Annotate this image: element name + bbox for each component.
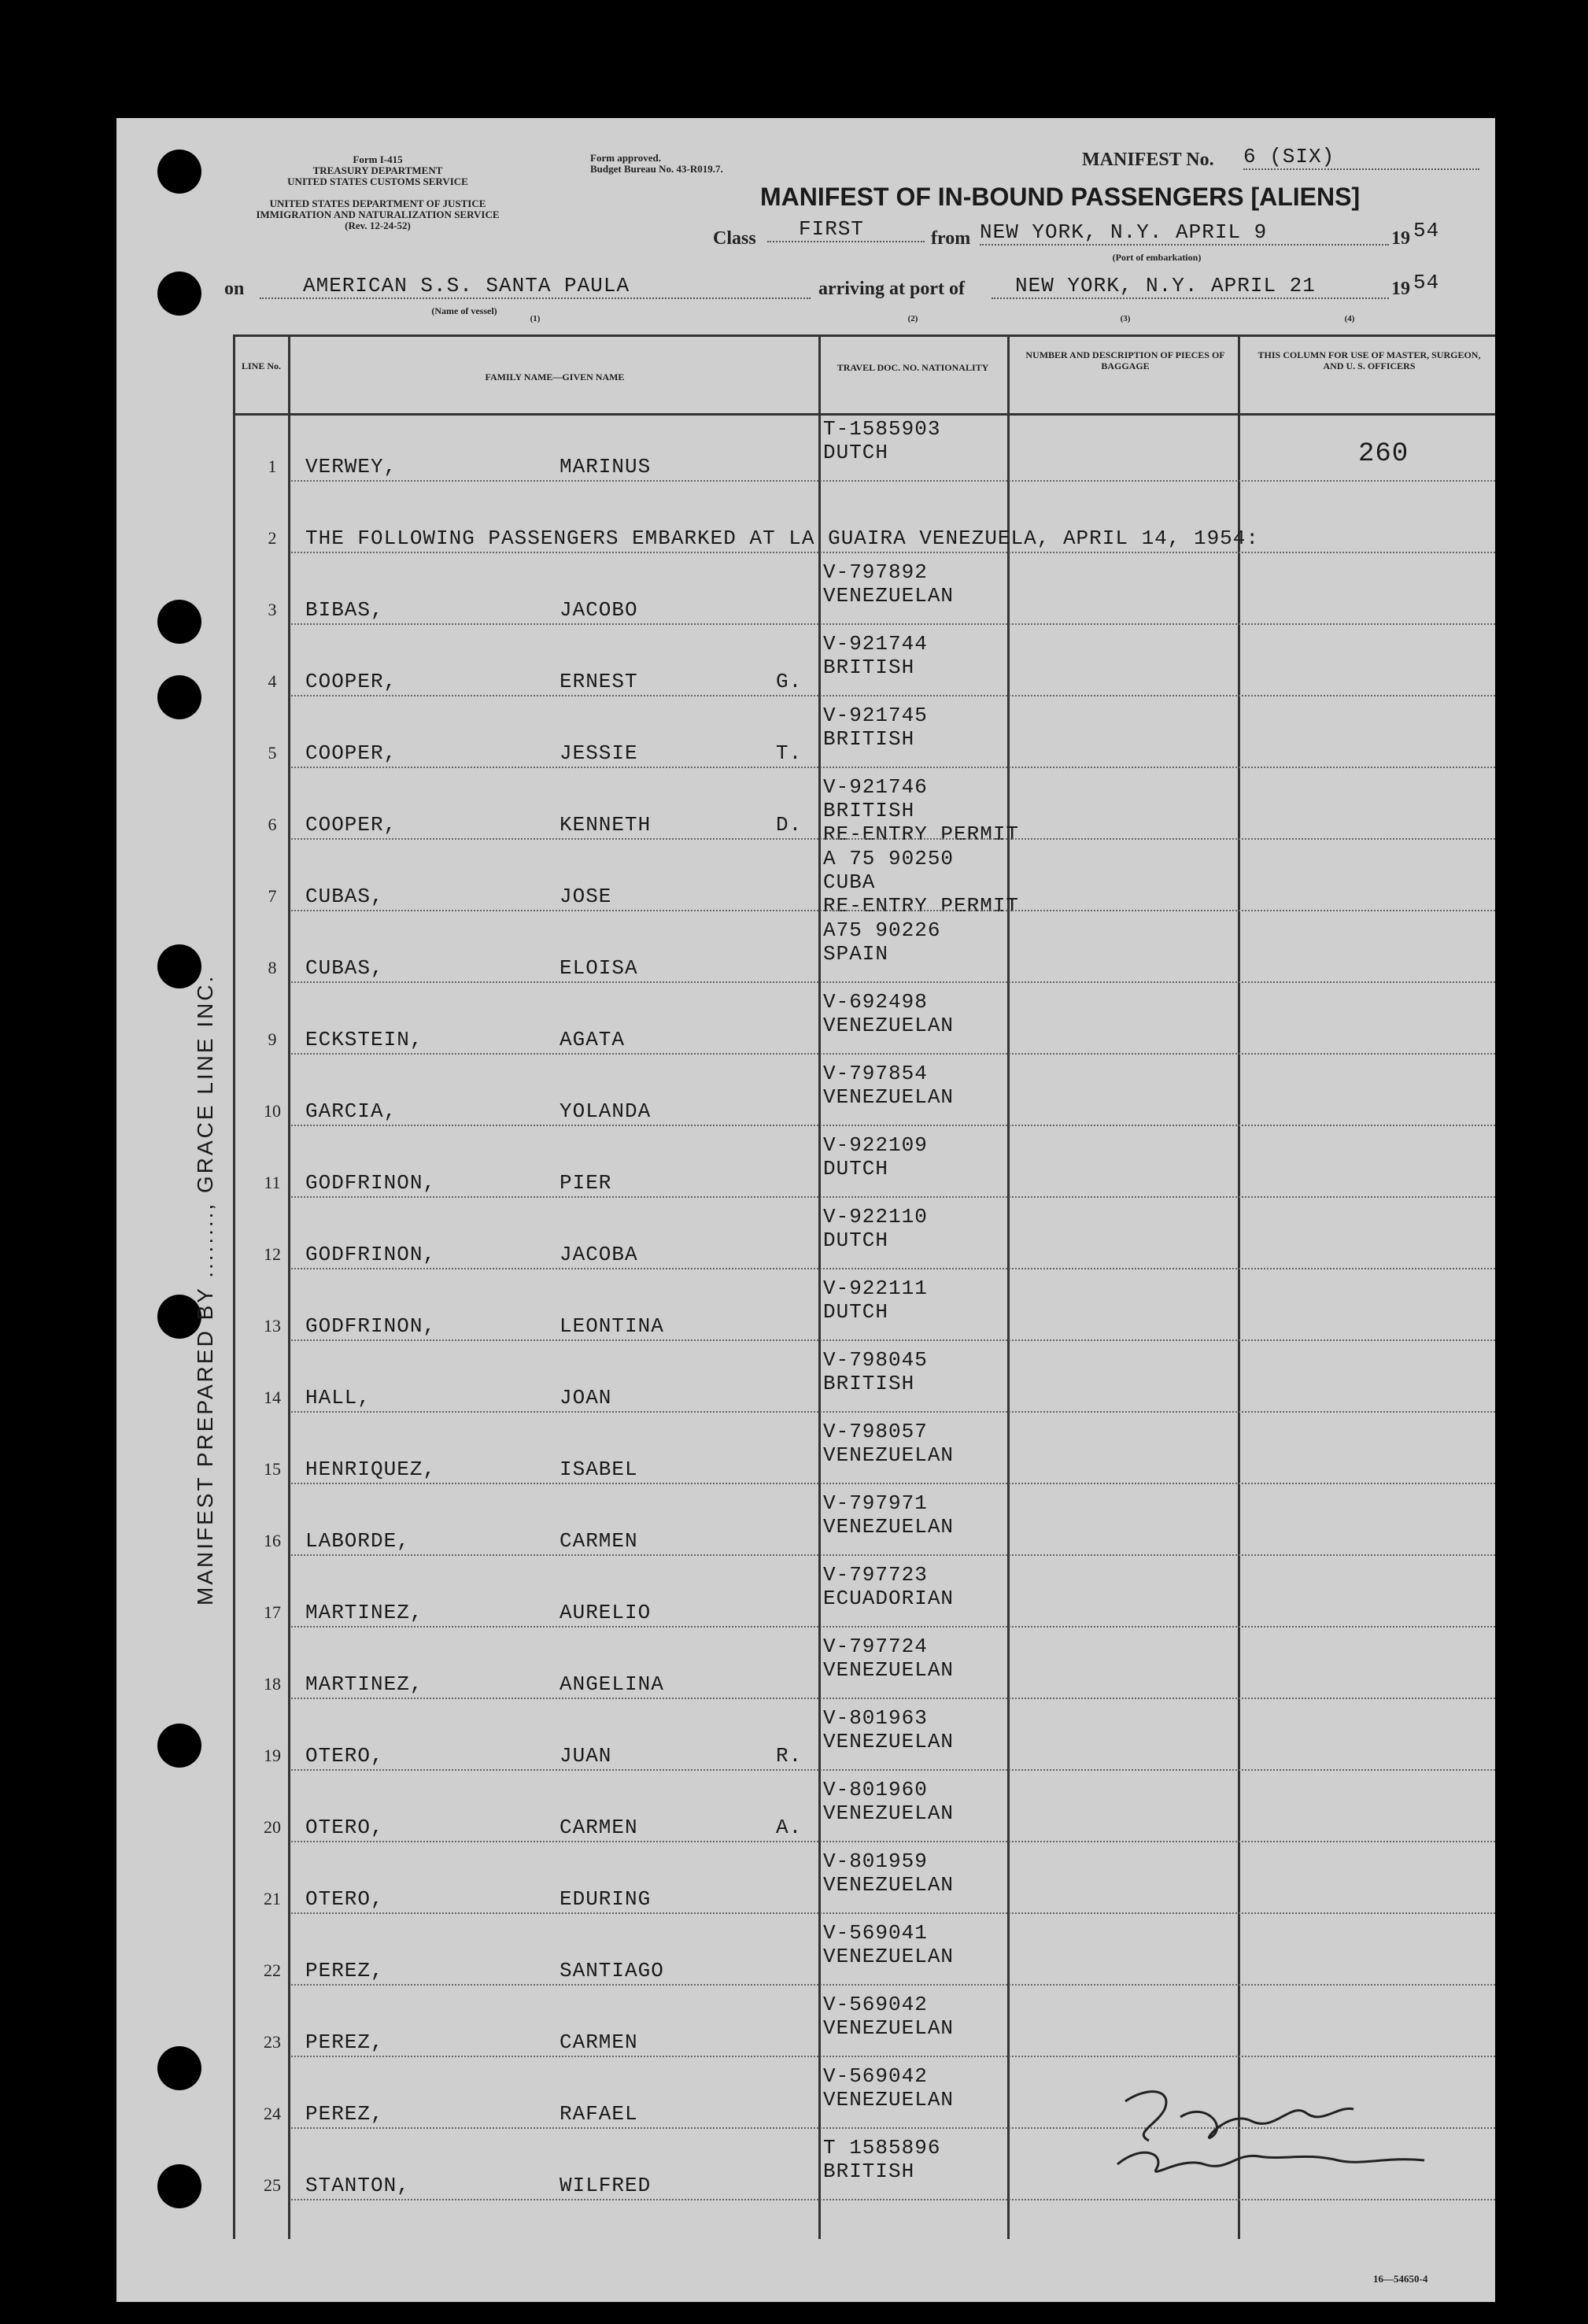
nationality: DUTCH — [823, 1229, 889, 1252]
given-name: WILFRED — [559, 2174, 652, 2197]
family-name: COOPER, — [305, 813, 397, 837]
table-row — [233, 774, 1495, 845]
table-row — [233, 917, 1495, 988]
row-rule — [291, 767, 1495, 768]
year-suffix-2: 54 — [1413, 271, 1440, 294]
table-row — [233, 1633, 1495, 1705]
on-label: on — [224, 279, 245, 299]
approval-block — [590, 153, 771, 175]
family-name: MARTINEZ, — [305, 1672, 423, 1696]
nationality: VENEZUELAN — [823, 584, 955, 608]
form-number: Form I-415 — [353, 153, 403, 165]
table-row — [233, 988, 1495, 1060]
nationality: DUTCH — [823, 441, 889, 464]
col-1-label: (1) — [530, 314, 541, 323]
nationality: VENEZUELAN — [823, 2016, 955, 2040]
nationality: VENEZUELAN — [823, 1014, 955, 1037]
officer-signature — [1102, 2078, 1448, 2188]
nationality: CUBA — [823, 870, 876, 894]
nationality: VENEZUELAN — [823, 1443, 955, 1467]
from-value: NEW YORK, N.Y. APRIL 9 — [980, 220, 1389, 246]
travel-doc — [823, 1062, 954, 1109]
doc-number: V-569042 — [823, 1993, 928, 2016]
nationality: VENEZUELAN — [823, 1515, 955, 1539]
line-number: 21 — [264, 1889, 281, 1908]
line-number: 5 — [268, 743, 277, 763]
line-number: 20 — [264, 1817, 281, 1837]
travel-doc — [823, 1993, 954, 2040]
vessel-label: (Name of vessel) — [431, 305, 497, 316]
row-rule — [291, 981, 1495, 983]
given-name: RAFAEL — [559, 2102, 638, 2126]
nationality: DUTCH — [823, 1300, 889, 1324]
table-row — [233, 1848, 1495, 1919]
table-row — [233, 1203, 1495, 1275]
year-suffix-1: 54 — [1413, 219, 1440, 242]
line-number: 12 — [264, 1244, 281, 1264]
class-value: FIRST — [767, 217, 925, 242]
given-name: JESSIE — [559, 741, 638, 765]
line-number: 1 — [268, 456, 277, 476]
punch-hole — [157, 272, 201, 316]
prepared-by-text: MANIFEST PREPARED BY ........, GRACE LINE INC. — [193, 974, 217, 1605]
line-number: 17 — [264, 1602, 281, 1622]
line-number: 2 — [268, 528, 277, 548]
punch-hole — [157, 1724, 201, 1768]
line-number: 11 — [264, 1173, 281, 1192]
line-number: 25 — [264, 2175, 281, 2195]
given-name: PIER — [559, 1171, 612, 1195]
doc-number: A75 90226 — [823, 918, 941, 942]
row-rule — [291, 1554, 1495, 1556]
table-row — [233, 845, 1495, 917]
row-rule — [291, 1053, 1495, 1055]
family-name: MARTINEZ, — [305, 1601, 423, 1624]
doc-number: T 1585896 — [823, 2136, 941, 2160]
doc-number: V-921744 — [823, 632, 928, 656]
middle-initial: R. — [776, 1744, 803, 1768]
line-number: 18 — [264, 1674, 281, 1694]
line-number: 14 — [264, 1387, 281, 1407]
travel-doc — [823, 847, 1019, 918]
travel-doc — [823, 2064, 954, 2112]
header-officers: THIS COLUMN FOR USE OF MASTER, SURGEON, AND U. S. OFFICERS — [1257, 349, 1481, 371]
header-doc: TRAVEL DOC. NO. NATIONALITY — [836, 362, 989, 373]
table-row — [233, 1776, 1495, 1848]
table-row — [233, 1991, 1495, 2063]
family-name: CUBAS, — [305, 956, 384, 980]
doc-number: V-797724 — [823, 1635, 928, 1658]
given-name: AURELIO — [559, 1601, 652, 1624]
travel-doc — [823, 1420, 954, 1467]
family-name: GODFRINON, — [305, 1243, 437, 1266]
nationality: BRITISH — [823, 1372, 915, 1395]
table-row — [233, 1561, 1495, 1633]
manifest-label: MANIFEST No. — [1082, 150, 1214, 170]
row-rule — [291, 1841, 1495, 1842]
given-name: CARMEN — [559, 2030, 638, 2054]
family-name: OTERO, — [305, 1744, 384, 1768]
table-row — [233, 1132, 1495, 1203]
line-number: 8 — [268, 958, 277, 977]
nationality: VENEZUELAN — [823, 1873, 955, 1897]
header-line-no: LINE No. — [241, 360, 281, 371]
from-label: from — [931, 228, 971, 249]
revision: (Rev. 12-24-52) — [345, 220, 411, 231]
row-rule — [291, 552, 1495, 553]
customs-service: UNITED STATES CUSTOMS SERVICE — [287, 176, 468, 187]
doc-number: V-922109 — [823, 1133, 928, 1157]
given-name: LEONTINA — [559, 1314, 664, 1338]
given-name: YOLANDA — [559, 1099, 652, 1123]
travel-doc — [823, 704, 928, 751]
doc-number: V-569042 — [823, 2064, 928, 2088]
table-row — [233, 559, 1495, 630]
table-row — [233, 487, 1495, 559]
given-name: SANTIAGO — [559, 1959, 664, 1982]
nationality: BRITISH — [823, 799, 915, 822]
col-4-label: (4) — [1344, 314, 1355, 323]
table-row — [233, 1490, 1495, 1561]
row-rule — [291, 1125, 1495, 1126]
nationality: VENEZUELAN — [823, 1945, 955, 1968]
travel-doc — [823, 1849, 954, 1897]
travel-doc — [823, 2136, 940, 2183]
nationality: VENEZUELAN — [823, 2088, 955, 2112]
line-number: 24 — [264, 2104, 281, 2123]
doc-number: V-801959 — [823, 1849, 928, 1873]
nationality: ECUADORIAN — [823, 1587, 955, 1610]
family-name: STANTON, — [305, 2174, 410, 2197]
travel-doc — [823, 1133, 928, 1180]
footer-code: 16—54650-4 — [1373, 2273, 1428, 2285]
doc-number: V-921745 — [823, 704, 928, 727]
row-rule — [291, 1912, 1495, 1914]
dept-block — [220, 198, 535, 231]
given-name: CARMEN — [559, 1529, 638, 1553]
given-name: AGATA — [559, 1028, 626, 1051]
doc-number: V-801960 — [823, 1778, 928, 1801]
family-name: HENRIQUEZ, — [305, 1458, 437, 1481]
doc-number: V-798045 — [823, 1348, 928, 1372]
header-baggage: NUMBER AND DESCRIPTION OF PIECES OF BAGGAGE — [1025, 349, 1225, 371]
table-row — [233, 416, 1495, 487]
form-block — [283, 154, 472, 187]
manifest-number: 6 (SIX) — [1243, 145, 1479, 170]
travel-doc — [823, 417, 940, 464]
manifest-title: MANIFEST OF IN-BOUND PASSENGERS [ALIENS] — [760, 183, 1361, 211]
year-prefix-1: 19 — [1391, 228, 1410, 249]
punch-hole — [157, 150, 201, 194]
nationality: SPAIN — [823, 942, 889, 966]
table-row — [233, 702, 1495, 774]
given-name: JACOBA — [559, 1243, 638, 1266]
line-number: 10 — [264, 1101, 281, 1121]
nationality: BRITISH — [823, 656, 915, 679]
row-rule — [291, 480, 1495, 482]
row-rule — [291, 1268, 1495, 1269]
family-name: GODFRINON, — [305, 1314, 437, 1338]
row-rule — [291, 2199, 1495, 2200]
doc-number: A 75 90250 — [823, 847, 955, 870]
vessel-name: AMERICAN S.S. SANTA PAULA — [260, 274, 811, 299]
arriving-label: arriving at port of — [818, 279, 965, 299]
table-row — [233, 630, 1495, 702]
embarkation-label: (Port of embarkation) — [1112, 252, 1202, 263]
officer-note: 260 — [1358, 439, 1409, 469]
middle-initial: D. — [776, 813, 803, 837]
family-name: PEREZ, — [305, 2030, 384, 2054]
given-name: JACOBO — [559, 598, 638, 622]
line-number: 7 — [268, 886, 277, 906]
nationality: VENEZUELAN — [823, 1658, 955, 1682]
family-name: VERWEY, — [305, 455, 397, 478]
row-rule — [291, 1984, 1495, 1986]
given-name: JUAN — [559, 1744, 612, 1768]
family-name: BIBAS, — [305, 598, 384, 622]
row-rule — [291, 1483, 1495, 1484]
middle-initial: G. — [776, 670, 803, 693]
given-name: MARINUS — [559, 455, 652, 478]
row-rule — [291, 695, 1495, 696]
line-number: 9 — [268, 1029, 277, 1049]
doc-number: V-797854 — [823, 1062, 928, 1085]
family-name: COOPER, — [305, 670, 397, 693]
table-row — [233, 1919, 1495, 1991]
given-name: KENNETH — [559, 813, 652, 837]
row-rule — [291, 1411, 1495, 1413]
line-number: 6 — [268, 815, 277, 834]
line-number: 13 — [264, 1316, 281, 1336]
year-prefix-2: 19 — [1391, 279, 1410, 299]
line-number: 19 — [264, 1746, 281, 1765]
given-name: EDURING — [559, 1887, 652, 1911]
line-number: 15 — [264, 1459, 281, 1479]
travel-doc — [823, 1635, 954, 1682]
row-rule — [291, 910, 1495, 911]
row-rule — [291, 623, 1495, 625]
line-number: 23 — [264, 2032, 281, 2052]
doc-number: V-692498 — [823, 990, 928, 1014]
table-row — [233, 1705, 1495, 1776]
family-name: HALL, — [305, 1386, 371, 1410]
travel-doc — [823, 1706, 954, 1753]
given-name: CARMEN — [559, 1816, 638, 1839]
col-3-label: (3) — [1120, 314, 1131, 323]
family-name: GODFRINON, — [305, 1171, 437, 1195]
col-2-label: (2) — [907, 314, 918, 323]
given-name: ISABEL — [559, 1458, 638, 1481]
ins-service: IMMIGRATION AND NATURALIZATION SERVICE — [256, 209, 500, 220]
doc-number: V-569041 — [823, 1921, 928, 1945]
given-name: ANGELINA — [559, 1672, 664, 1696]
nationality: BRITISH — [823, 2160, 915, 2183]
table-row — [233, 1275, 1495, 1347]
travel-doc — [823, 1778, 954, 1825]
punch-hole — [157, 675, 201, 719]
line-number: 4 — [268, 671, 277, 691]
nationality: VENEZUELAN — [823, 1085, 955, 1109]
doc-number: V-797892 — [823, 560, 928, 584]
family-name: PEREZ, — [305, 1959, 384, 1982]
family-name: LABORDE, — [305, 1529, 410, 1553]
travel-doc — [823, 1563, 954, 1610]
header-name: FAMILY NAME—GIVEN NAME — [485, 371, 625, 382]
given-name: ERNEST — [559, 670, 638, 693]
travel-doc — [823, 918, 940, 966]
punch-hole — [157, 600, 201, 644]
line-number: 3 — [268, 600, 277, 619]
given-name: JOSE — [559, 885, 612, 908]
family-name: ECKSTEIN, — [305, 1028, 423, 1051]
family-name: OTERO, — [305, 1887, 384, 1911]
doc-number: V-797723 — [823, 1563, 928, 1587]
embark-note: THE FOLLOWING PASSENGERS EMBARKED AT LA GUAIRA VENEZUELA, APRIL 14, 1954: — [305, 527, 1259, 550]
doc-number: V-922110 — [823, 1205, 928, 1229]
nationality: VENEZUELAN — [823, 1801, 955, 1825]
table-row — [233, 1347, 1495, 1418]
row-rule — [291, 838, 1495, 840]
treasury-dept: TREASURY DEPARTMENT — [312, 164, 443, 176]
given-name: JOAN — [559, 1386, 612, 1410]
re-entry-permit: RE-ENTRY PERMIT — [823, 894, 1020, 918]
punch-hole — [157, 2164, 201, 2208]
nationality: DUTCH — [823, 1157, 889, 1180]
row-rule — [291, 1339, 1495, 1341]
travel-doc — [823, 990, 954, 1037]
travel-doc — [823, 632, 928, 679]
family-name: PEREZ, — [305, 2102, 384, 2126]
table-row — [233, 1060, 1495, 1132]
line-number: 22 — [264, 1960, 281, 1980]
doc-number: V-922111 — [823, 1277, 928, 1300]
nationality: VENEZUELAN — [823, 1730, 955, 1753]
table-row — [233, 1418, 1495, 1490]
travel-doc — [823, 775, 1019, 846]
dept-justice: UNITED STATES DEPARTMENT OF JUSTICE — [269, 198, 486, 209]
row-rule — [291, 1698, 1495, 1699]
travel-doc — [823, 1348, 928, 1395]
class-label: Class — [713, 228, 756, 249]
row-rule — [291, 2056, 1495, 2057]
middle-initial: T. — [776, 741, 803, 765]
given-name: ELOISA — [559, 956, 638, 980]
row-rule — [291, 1626, 1495, 1628]
doc-number: T-1585903 — [823, 417, 941, 441]
doc-number: V-921746 — [823, 775, 928, 799]
form-approved: Form approved. — [590, 152, 662, 164]
line-number: 16 — [264, 1531, 281, 1550]
arrival-value: NEW YORK, N.Y. APRIL 21 — [992, 274, 1389, 299]
family-name: CUBAS, — [305, 885, 384, 908]
travel-doc — [823, 1921, 954, 1968]
doc-number: V-798057 — [823, 1420, 928, 1443]
family-name: GARCIA, — [305, 1099, 397, 1123]
doc-number: V-801963 — [823, 1706, 928, 1730]
re-entry-permit: RE-ENTRY PERMIT — [823, 822, 1020, 846]
nationality: BRITISH — [823, 727, 915, 751]
budget-bureau: Budget Bureau No. 43-R019.7. — [590, 163, 723, 175]
family-name: COOPER, — [305, 741, 397, 765]
doc-number: V-797971 — [823, 1491, 928, 1515]
travel-doc — [823, 560, 954, 608]
row-rule — [291, 1769, 1495, 1771]
travel-doc — [823, 1205, 928, 1252]
punch-hole — [157, 2046, 201, 2090]
row-rule — [291, 1196, 1495, 1198]
travel-doc — [823, 1491, 954, 1539]
travel-doc — [823, 1277, 928, 1324]
middle-initial: A. — [776, 1816, 803, 1839]
family-name: OTERO, — [305, 1816, 384, 1839]
